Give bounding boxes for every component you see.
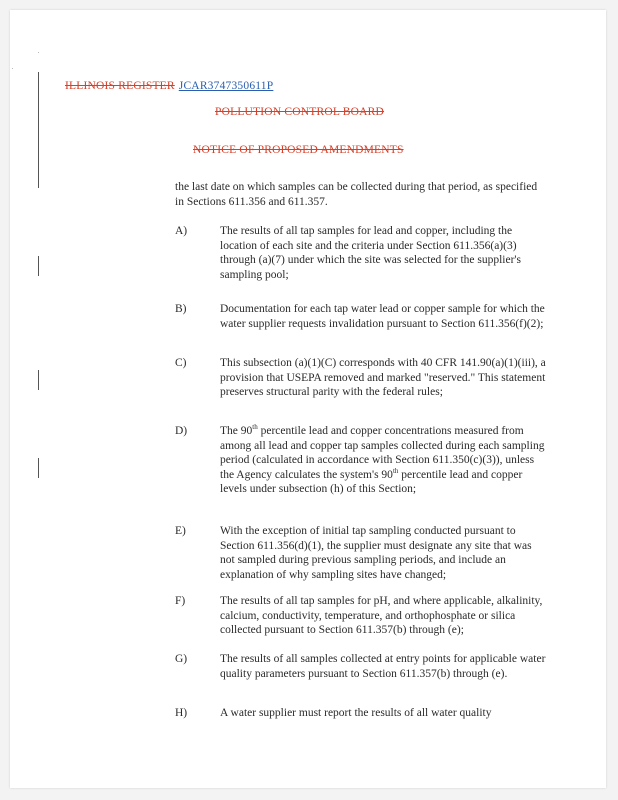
item-label: E) [175,525,186,537]
item-text: The results of all tap samples for pH, and where applicable, alkalinity, calcium, conductivity, temperature, and orthophosphate or silica collected pursuant to Section 611.357(b) through (e); [220,595,543,636]
register-header [65,80,273,92]
document-page [10,10,606,788]
revision-bar [38,256,39,276]
list-item-g [175,652,547,681]
list-item-d [175,424,547,497]
item-text: With the exception of initial tap sampling conducted pursuant to Section 611.356(d)(1), the supplier must designate any site that was not sampled during previous sampling periods, and include an explanation of why sampling sites have changed; [220,525,532,581]
list-item-c [175,356,547,400]
revision-bar [38,370,39,390]
list-item-a [175,224,547,282]
revision-bar [38,458,39,478]
board-header: POLLUTION CONTROL BOARD [215,106,385,118]
list-item-h [175,706,547,721]
item-label: F) [175,595,186,607]
item-text: This subsection (a)(1)(C) corresponds with 40 CFR 141.90(a)(1)(iii), a provision that USEPA removed and marked "reserved." This statement preserves structural parity with the federal rules; [220,357,546,398]
list-item-b [175,302,547,331]
item-text: A water supplier must report the results of all water quality [220,707,492,719]
item-text: The results of all samples collected at entry points for applicable water quality parameters pursuant to Section 611.357(b) through (e). [220,653,546,680]
intro-paragraph: the last date on which samples can be collected during that period, as specified in Sections 611.356 and 611.357. [175,181,538,208]
item-label: C) [175,357,187,369]
item-label: B) [175,303,187,315]
list-item-e [175,524,547,582]
register-inserted: JCAR3747350611P [178,80,274,92]
item-label: H) [175,707,188,719]
item-text: The results of all tap samples for lead and copper, including the location of each site and the criteria under Section 611.356(a)(3) through (a)(7) under which the site was selected for the supplier's sampling pool; [220,225,521,281]
revision-bar [38,72,39,188]
item-text: Documentation for each tap water lead or copper sample for which the water supplier requests invalidation pursuant to Section 611.356(f)(2); [220,303,545,330]
item-label: G) [175,653,188,665]
item-label: D) [175,425,188,437]
register-deleted: ILLINOIS REGISTER [65,80,175,92]
list-item-f [175,594,547,638]
item-text: The 90th percentile lead and copper concentrations measured from among all lead and copper tap samples collected during each sampling period (calculated in accordance with Section 611.350(c)(3)), unless the Agency calculates the system's 90th percentile lead and copper levels under subsection (h) of this Section; [220,423,545,495]
notice-header: NOTICE OF PROPOSED AMENDMENTS [193,144,404,156]
item-label: A) [175,225,188,237]
